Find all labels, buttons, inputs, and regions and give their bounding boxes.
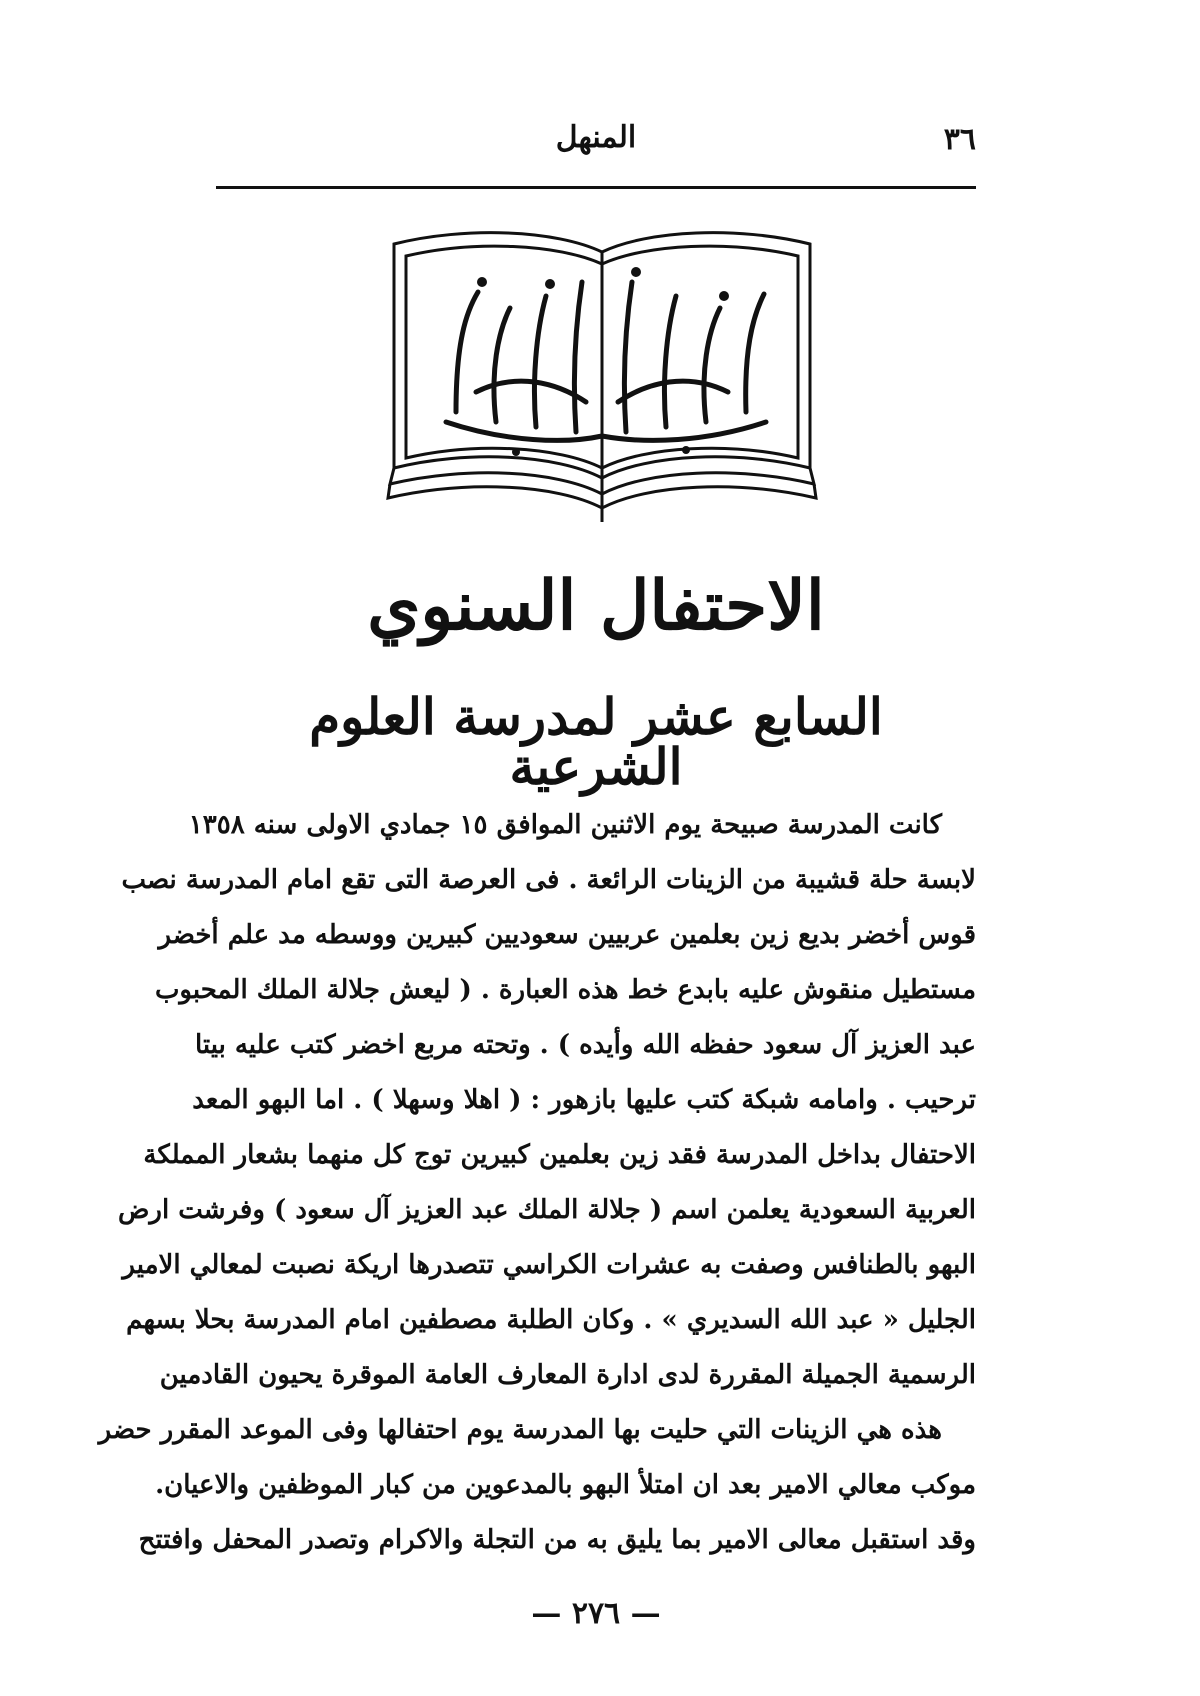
body-line: عبد العزيز آل سعود حفظه الله وأيده ) . وتحته مربع اخضر كتب عليه بيتا: [194, 1030, 976, 1060]
body-line: لابسة حلة قشيبة من الزينات الرائعة . فى العرصة التى تقع امام المدرسة نصب: [121, 865, 976, 895]
open-book-icon: [386, 222, 818, 544]
body-line: كانت المدرسة صبيحة يوم الاثنين الموافق ١٥ جمادي الاولى سنه ١٣٥٨: [188, 810, 942, 840]
header-page-number: ٣٦: [943, 122, 976, 157]
body-line: الجليل « عبد الله السديري » . وكان الطلبة مصطفين امام المدرسة بحلا بسهم: [126, 1305, 976, 1335]
header-rule: [216, 186, 976, 189]
running-header: [216, 118, 976, 168]
body-line: مستطيل منقوش عليه بابدع خط هذه العبارة . ( ليعش جلالة الملك المحبوب: [154, 975, 976, 1005]
article-subtitle: السابع عشر لمدرسة العلوم الشرعية: [309, 687, 883, 796]
body-line: وقد استقبل معالى الامير بما يليق به من التجلة والاكرام وتصدر المحفل وافتتح: [138, 1525, 976, 1555]
footer-page-number: — ٢٧٦ —: [531, 1596, 661, 1631]
body-line: موكب معالي الامير بعد ان امتلأ البهو بالمدعوين من كبار الموظفين والاعيان.: [155, 1470, 976, 1500]
body-line: هذه هي الزينات التي حليت بها المدرسة يوم احتفالها وفى الموعد المقرر حضر: [98, 1415, 942, 1445]
body-line: ترحيب . وامامه شبكة كتب عليها بازهور : ( اهلا وسهلا ) . اما البهو المعد: [192, 1085, 976, 1115]
body-line: الاحتفال بداخل المدرسة فقد زين بعلمين كبيرين توج كل منهما بشعار المملكة: [143, 1140, 976, 1170]
body-line: البهو بالطنافس وصفت به عشرات الكراسي تتصدرها اريكة نصبت لمعالي الامير: [122, 1250, 976, 1280]
body-line: العربية السعودية يعلمن اسم ( جلالة الملك عبد العزيز آل سعود ) وفرشت ارض: [118, 1195, 976, 1225]
article-title: الاحتفال السنوي: [367, 566, 825, 646]
article-body: [98, 798, 976, 1568]
body-line: الرسمية الجميلة المقررة لدى ادارة المعارف العامة الموقرة يحيون القادمين: [159, 1360, 976, 1390]
journal-name: المنهل: [555, 120, 637, 155]
body-line: قوس أخضر بديع زين بعلمين عربيين سعوديين كبيرين ووسطه مد علم أخضر: [158, 920, 976, 950]
